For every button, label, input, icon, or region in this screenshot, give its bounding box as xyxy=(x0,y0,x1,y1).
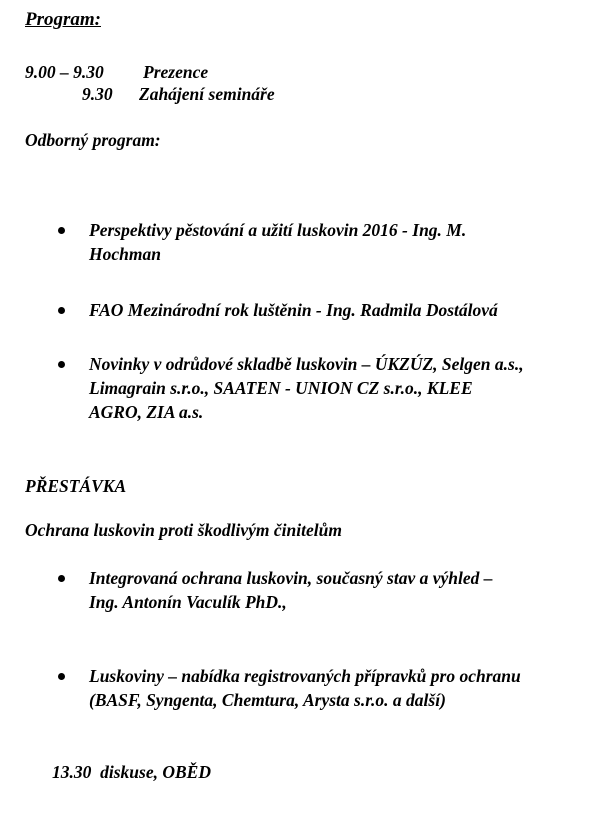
list-item-line: (BASF, Syngenta, Chemtura, Arysta s.r.o. a další) xyxy=(89,690,446,710)
break-heading: PŘESTÁVKA xyxy=(25,476,127,496)
list-item-text xyxy=(89,566,493,614)
schedule-time: 9.30 xyxy=(82,84,113,104)
list-item-text xyxy=(89,664,521,712)
list-item-line: AGRO, ZIA a.s. xyxy=(89,402,204,422)
list-item-line: Limagrain s.r.o., SAATEN - UNION CZ s.r.o., KLEE xyxy=(89,378,473,398)
closing-discussion-lunch: 13.30 diskuse, OBĚD xyxy=(52,762,211,782)
bullet-icon xyxy=(58,361,65,368)
list-item-line: FAO Mezinárodní rok luštěnin - Ing. Radmila Dostálová xyxy=(89,300,498,320)
list-item-line: Perspektivy pěstování a užití luskovin 2016 - Ing. M. xyxy=(89,220,467,240)
list-item-line: Novinky v odrůdové skladbě luskovin – ÚKZÚZ, Selgen a.s., xyxy=(89,354,524,374)
section-heading-crop-protection: Ochrana luskovin proti škodlivým činitelům xyxy=(25,520,342,540)
list-item-line: Luskoviny – nabídka registrovaných přípravků pro ochranu xyxy=(89,666,521,686)
bullet-icon xyxy=(58,307,65,314)
schedule-label: Prezence xyxy=(143,62,209,82)
bullet-icon xyxy=(58,227,65,234)
bullet-icon xyxy=(58,673,65,680)
program-title: Program: xyxy=(25,9,101,30)
schedule-time: 9.00 – 9.30 xyxy=(25,62,104,82)
bullet-icon xyxy=(58,575,65,582)
list-item-text xyxy=(89,352,524,424)
list-item-text xyxy=(89,218,466,266)
list-item-text xyxy=(89,298,498,322)
schedule-label: Zahájení semináře xyxy=(139,84,275,104)
section-heading-professional-program: Odborný program: xyxy=(25,130,161,150)
list-item-line: Ing. Antonín Vaculík PhD., xyxy=(89,592,287,612)
schedule-row-registration xyxy=(25,62,208,83)
list-item-line: Integrovaná ochrana luskovin, současný stav a výhled – xyxy=(89,568,493,588)
list-item-line: Hochman xyxy=(89,244,161,264)
schedule-row-opening xyxy=(82,84,275,105)
